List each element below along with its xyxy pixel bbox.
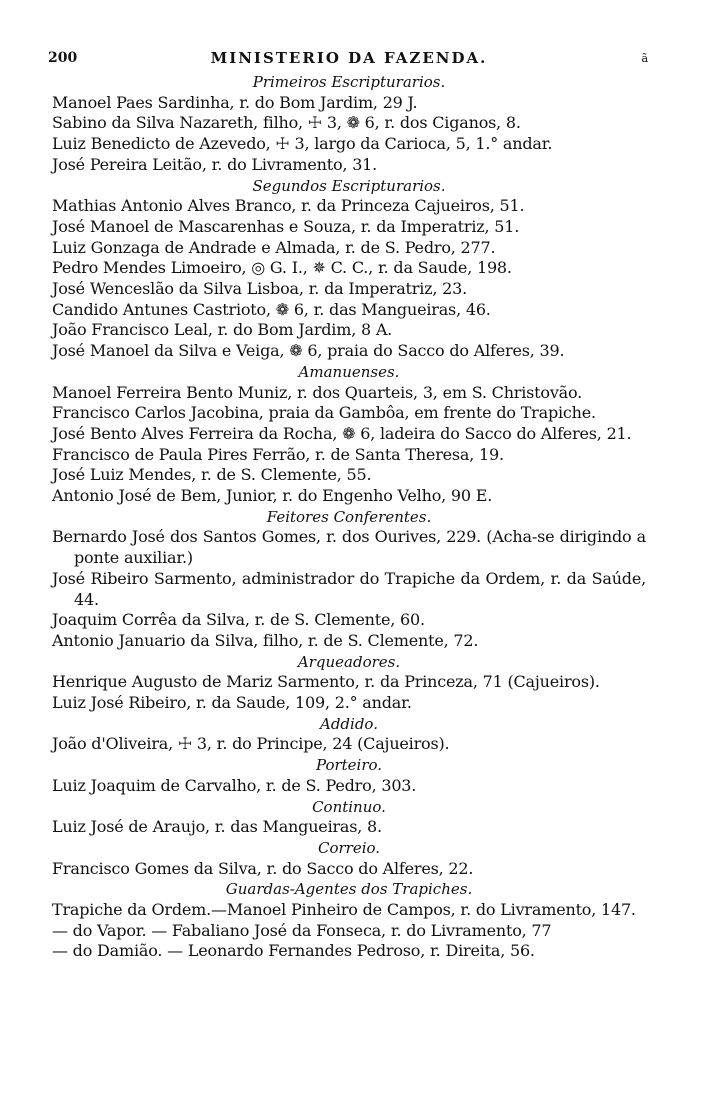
entry: José Ribeiro Sarmento, administrador do Trapiche da Ordem, r. da Saúde, 44. xyxy=(52,568,646,609)
entry: Trapiche da Ordem.—Manoel Pinheiro de Campos, r. do Livramento, 147. xyxy=(52,899,636,919)
entry: José Pereira Leitão, r. do Livramento, 31. xyxy=(52,154,378,174)
section xyxy=(52,797,646,838)
section-heading: Continuo. xyxy=(312,797,386,816)
entry: Henrique Augusto de Mariz Sarmento, r. da Princeza, 71 (Cajueiros). xyxy=(52,672,600,692)
entry: Luiz José Ribeiro, r. da Saude, 109, 2.° andar. xyxy=(52,693,412,713)
entry: Luiz José de Araujo, r. das Mangueiras, 8. xyxy=(52,817,382,837)
section-heading: Primeiros Escripturarios. xyxy=(252,73,446,91)
section-heading: Addido. xyxy=(320,714,378,733)
section-heading: Segundos Escripturarios. xyxy=(252,176,446,195)
printer-mark: ã xyxy=(641,52,648,65)
section xyxy=(52,714,646,755)
section-heading: Guardas-Agentes dos Trapiches. xyxy=(225,880,473,899)
section-heading: Amanuenses. xyxy=(298,362,400,381)
entry: — do Vapor. — Fabaliano José da Fonseca, r. do Livramento, 77 xyxy=(52,920,552,940)
section xyxy=(52,652,646,714)
section-heading: Feitores Conferentes. xyxy=(266,507,432,526)
entry: Candido Antunes Castrioto, ❁ 6, r. das Mangueiras, 46. xyxy=(52,299,491,319)
page-header xyxy=(48,48,648,72)
section-heading: Correio. xyxy=(317,838,381,857)
entry: José Manoel de Mascarenhas e Souza, r. da Imperatriz, 51. xyxy=(52,216,520,236)
entry: Francisco Gomes da Silva, r. do Sacco do Alferes, 22. xyxy=(52,858,474,878)
entry: Bernardo José dos Santos Gomes, r. dos Ourives, 229. (Acha-se dirigindo a ponte auxiliar.) xyxy=(52,527,646,568)
entry: Luiz Joaquim de Carvalho, r. de S. Pedro, 303. xyxy=(52,775,417,795)
entry: José Manoel da Silva e Veiga, ❁ 6, praia do Sacco do Alferes, 39. xyxy=(52,341,565,361)
document-body xyxy=(52,72,646,962)
section xyxy=(52,838,646,879)
entry: Francisco de Paula Pires Ferrão, r. de Santa Theresa, 19. xyxy=(52,444,504,464)
entry: José Bento Alves Ferreira da Rocha, ❁ 6, ladeira do Sacco do Alferes, 21. xyxy=(52,423,632,443)
entry: Joaquim Corrêa da Silva, r. de S. Clemente, 60. xyxy=(52,610,425,630)
section xyxy=(52,755,646,796)
document-page xyxy=(48,48,648,962)
entry: João Francisco Leal, r. do Bom Jardim, 8 A. xyxy=(52,320,393,340)
entry: Manoel Paes Sardinha, r. do Bom Jardim, 29 J. xyxy=(52,92,418,112)
entry: João d'Oliveira, ☩ 3, r. do Principe, 24 (Cajueiros). xyxy=(52,734,450,754)
entry: Francisco Carlos Jacobina, praia da Gambôa, em frente do Trapiche. xyxy=(52,403,596,423)
entry: — do Damião. — Leonardo Fernandes Pedroso, r. Direita, 56. xyxy=(52,941,535,961)
entry: Pedro Mendes Limoeiro, ◎ G. I., ✵ C. C., r. da Saude, 198. xyxy=(52,258,512,278)
section xyxy=(52,362,646,507)
entry: Mathias Antonio Alves Branco, r. da Princeza Cajueiros, 51. xyxy=(52,196,525,216)
running-title: MINISTERIO DA FAZENDA. xyxy=(210,49,488,67)
section-heading: Arqueadores. xyxy=(297,652,401,671)
page-number: 200 xyxy=(48,50,78,66)
section xyxy=(52,879,646,962)
section xyxy=(52,507,646,652)
entry: Manoel Ferreira Bento Muniz, r. dos Quarteis, 3, em S. Christovão. xyxy=(52,382,583,402)
entry: Sabino da Silva Nazareth, filho, ☩ 3, ❁ 6, r. dos Ciganos, 8. xyxy=(52,113,521,133)
entry: Luiz Gonzaga de Andrade e Almada, r. de S. Pedro, 277. xyxy=(52,237,496,257)
entry: Antonio José de Bem, Junior, r. do Engenho Velho, 90 E. xyxy=(52,486,493,506)
section xyxy=(52,72,646,176)
entry: Antonio Januario da Silva, filho, r. de S. Clemente, 72. xyxy=(52,630,479,650)
section-heading: Porteiro. xyxy=(315,756,383,775)
entry: José Wenceslão da Silva Lisboa, r. da Imperatriz, 23. xyxy=(52,279,467,298)
section xyxy=(52,176,646,362)
entry: José Luiz Mendes, r. de S. Clemente, 55. xyxy=(52,465,372,485)
entry: Luiz Benedicto de Azevedo, ☩ 3, largo da Carioca, 5, 1.° andar. xyxy=(52,134,553,154)
